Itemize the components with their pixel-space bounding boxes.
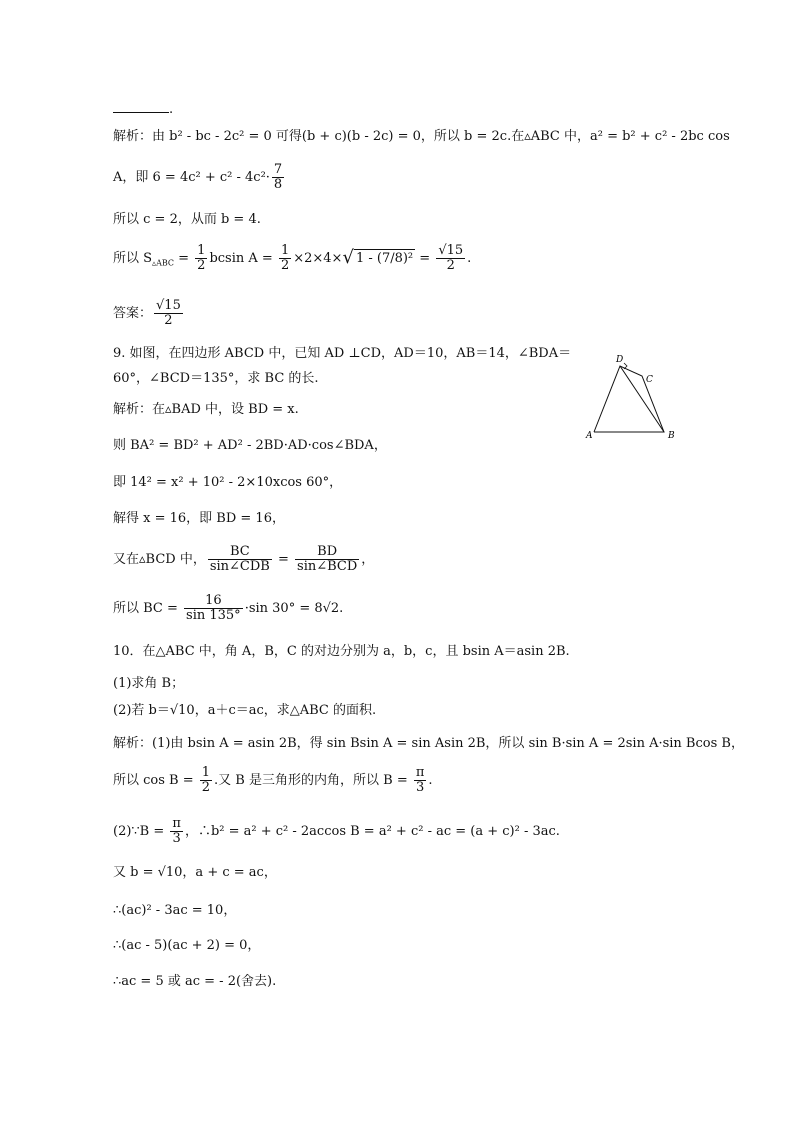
expr-part-1: bcsin A = [209,251,277,266]
fraction-pi-3-b: $\frac{\pi}{3}$ [172,816,181,846]
p8-answer-line [113,299,185,328]
p10-solution-line-7: ∴ac = 5 或 ac = - 2(舍去). [113,974,277,989]
fraction-7-8: $\frac{7}{8}$ [273,162,283,192]
p10-question-line-3: (2)若 b＝√10，a＋c＝ac，求△ABC 的面积. [113,703,377,718]
fraction-sqrt15-2: $\frac{√15}{2}$ [438,243,464,273]
p10-s2-mid: .又 B 是三角形的内角，所以 B = [214,773,412,788]
label-d: D [616,355,624,365]
answer-label: 答案： [113,306,153,321]
p9-solution-line-6 [113,594,343,623]
p10-question-line-1: 10．在△ABC 中，角 A，B，C 的对边分别为 a，b，c，且 bsin A＝asin 2B. [113,644,570,659]
answer-fraction: $\frac{√15}{2}$ [156,298,181,328]
fraction-1-2: $\frac{1}{2}$ [201,765,211,795]
quadrilateral-outline [594,366,664,432]
p10-solution-line-4: 又 b = √10，a + c = ac， [113,865,277,880]
label-c: C [646,375,653,385]
period: . [467,251,472,266]
equals: = [273,552,294,567]
p10-s3-text: (2)∵B = [113,824,169,839]
answer-blank-line [113,101,173,119]
p8-line2-text: A，即 6 = 4c² + c² - 4c²· [113,170,270,185]
p9-question-line-1: 9. 如图，在四边形 ABCD 中，已知 AD ⊥CD，AD＝10，AB＝14，∠BDA＝ [113,346,572,361]
p9-solution-line-2: 则 BA² = BD² + AD² - 2BD·AD·cos∠BDA， [113,438,387,453]
p10-solution-line-6: ∴(ac - 5)(ac + 2) = 0， [113,938,261,953]
p10-s2-text: 所以 cos B = [113,773,198,788]
expr-part-2: ×2×4× [293,251,343,266]
area-subscript: ▵ABC [152,258,174,268]
p9-solution-line-3: 即 14² = x² + 10² - 2×10xcos 60°， [113,475,343,490]
area-label: 所以 S [113,251,153,266]
p9-solution-line-4: 解得 x = 16，即 BD = 16， [113,511,285,526]
p9-solution-line-5 [113,545,374,574]
quadrilateral-figure [584,352,688,444]
p10-solution-line-1: 解析：(1)由 bsin A = asin 2B，得 sin Bsin A = sin Asin 2B，所以 sin B·sin A = 2sin A·sin Bcos B， [113,736,744,751]
p8-solution-line-2 [113,163,286,192]
p9-s5-text: 又在▵BCD 中， [113,552,206,567]
p8-solution-line-1: 解析：由 b² - bc - 2c² = 0 可得(b + c)(b - 2c) = 0，所以 b = 2c.在▵ABC 中，a² = b² + c² - 2bc cos [113,129,730,144]
fill-blank [113,102,169,113]
fraction-16-sin135: $\frac{16}{\sin 135^\circ}$ [186,593,241,623]
comma: ， [361,552,375,567]
label-a: A [586,431,593,441]
p9-question-line-2: 60°，∠BCD＝135°，求 BC 的长. [113,371,319,386]
p8-solution-line-3: 所以 c = 2，从而 b = 4. [113,212,261,227]
equals: = [174,251,194,266]
p9-s6-text: 所以 BC = [113,601,183,616]
fraction-pi-3: $\frac{\pi}{3}$ [415,765,425,795]
p10-solution-line-5: ∴(ac)² - 3ac = 10， [113,903,237,918]
fraction-half-2: $\frac{1}{2}$ [280,243,290,273]
p9-solution-line-1: 解析：在▵BAD 中，设 BD = x. [113,402,299,417]
fraction-bd: $\frac{BD}{\text{sin∠BCD}}$ [297,544,358,574]
p10-solution-line-2 [113,766,433,795]
p10-s3-end: ，∴b² = a² + c² - 2accos B = a² + c² - ac = (a + c)² - 3ac. [184,824,560,839]
fraction-half: $\frac{1}{2}$ [197,243,206,273]
p10-question-line-2: (1)求角 B； [113,676,185,691]
label-b: B [668,431,675,441]
p8-solution-line-4: 所以 $S_{▵ABC}$ = $\frac{1}{2}$ bcsin A = $\frac{1}{2}$ ×2×4×√ 1 - (7/8)² = $\frac{√15}{2}$ . [113,243,472,273]
blank-period: . [169,102,174,117]
fraction-bc: $\frac{BC}{\text{sin∠CDB}}$ [209,544,270,574]
sqrt-expression: √ 1 - (7/8)² [342,247,414,268]
period: . [428,773,433,788]
p9-s6-result: ·sin 30° = 8√2. [244,601,344,616]
p10-solution-line-3 [113,817,560,846]
